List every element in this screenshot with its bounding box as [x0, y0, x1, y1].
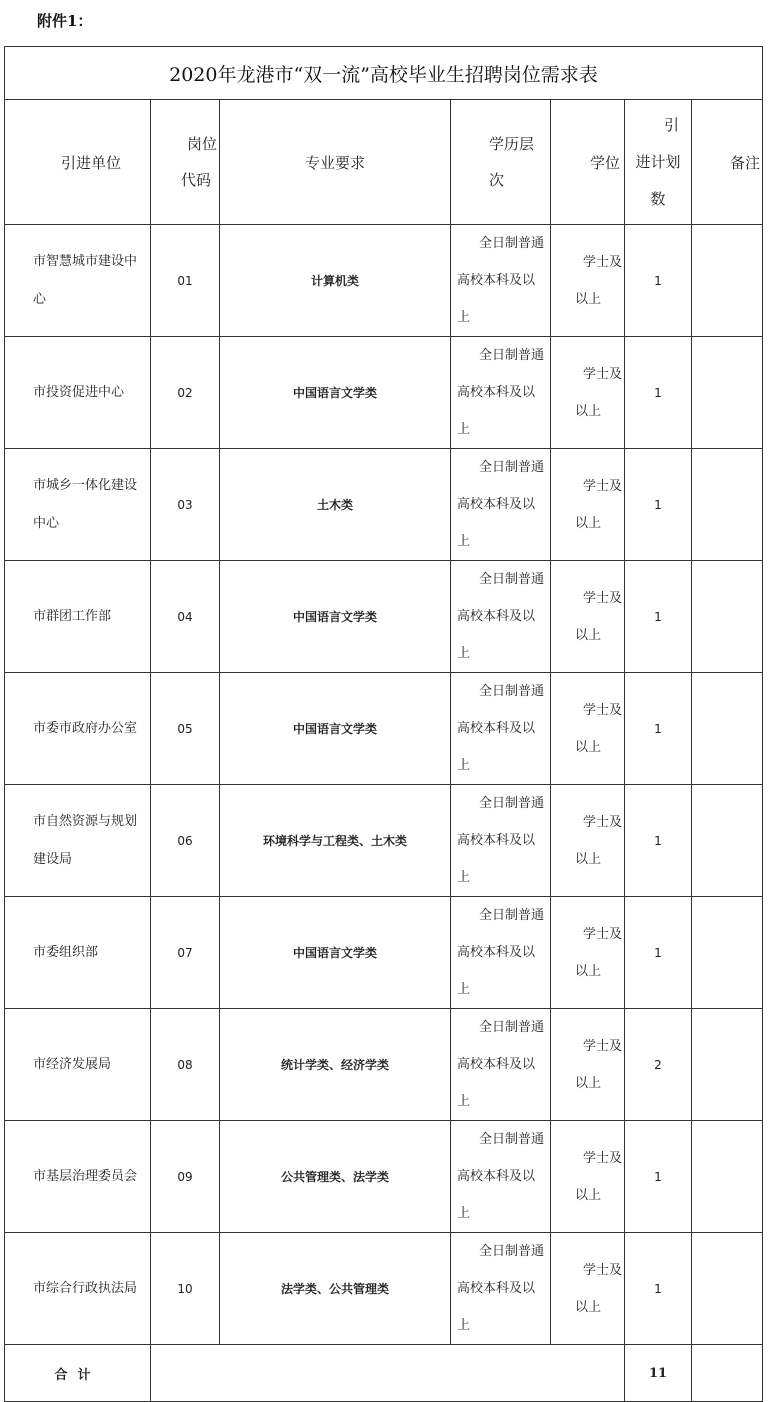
unit-line1: 市智慧城市建设中 [33, 253, 138, 269]
cell-degree [551, 785, 625, 897]
cell-major: 中国语言文学类 [220, 337, 451, 449]
edu-line2: 高校本科及以上 [457, 721, 536, 773]
unit-line1: 市委市政府办公室 [33, 720, 138, 736]
header-num-line1: 引 [663, 115, 679, 134]
cell-code: 06 [151, 785, 220, 897]
cell-note [692, 1009, 763, 1121]
cell-degree [551, 337, 625, 449]
table-row [5, 1121, 763, 1233]
total-blank [151, 1345, 625, 1402]
deg-line2: 以上 [575, 403, 602, 419]
header-code-line2: 代码 [181, 171, 212, 189]
cell-unit [5, 449, 151, 561]
cell-education [451, 785, 551, 897]
header-note: 备注 [692, 100, 763, 225]
cell-degree [551, 897, 625, 1009]
deg-line2: 以上 [575, 1187, 602, 1203]
unit-line2: 建设局 [33, 851, 73, 867]
unit-line2: 心 [33, 291, 47, 307]
deg-line1: 学士及 [582, 254, 622, 270]
header-edu-line1: 学历层 [489, 135, 535, 153]
cell-degree [551, 673, 625, 785]
cell-note [692, 337, 763, 449]
unit-line1: 市城乡一体化建设 [33, 477, 138, 493]
edu-line1: 全日制普通 [478, 572, 544, 587]
deg-line2: 以上 [575, 1075, 602, 1091]
deg-line1: 学士及 [582, 702, 622, 718]
total-count: 11 [625, 1345, 692, 1402]
deg-line2: 以上 [575, 627, 602, 643]
deg-line1: 学士及 [582, 926, 622, 942]
total-row [5, 1345, 763, 1402]
cell-code: 10 [151, 1233, 220, 1345]
edu-line2: 高校本科及以上 [457, 945, 536, 997]
cell-education [451, 561, 551, 673]
cell-education [451, 225, 551, 337]
cell-degree [551, 1121, 625, 1233]
edu-line1: 全日制普通 [478, 908, 544, 923]
cell-education [451, 673, 551, 785]
cell-code: 04 [151, 561, 220, 673]
table-row [5, 449, 763, 561]
header-plan-count [625, 100, 692, 225]
header-unit: 引进单位 [5, 100, 151, 225]
unit-line1: 市委组织部 [33, 944, 99, 960]
cell-note [692, 561, 763, 673]
cell-degree [551, 225, 625, 337]
deg-line1: 学士及 [582, 1150, 622, 1166]
edu-line2: 高校本科及以上 [457, 833, 536, 885]
table-row [5, 897, 763, 1009]
unit-line1: 市综合行政执法局 [33, 1280, 138, 1296]
table-row [5, 785, 763, 897]
edu-line2: 高校本科及以上 [457, 273, 536, 325]
unit-line1: 市基层治理委员会 [33, 1168, 138, 1184]
edu-line1: 全日制普通 [478, 1020, 544, 1035]
cell-note [692, 897, 763, 1009]
cell-code: 03 [151, 449, 220, 561]
deg-line2: 以上 [575, 515, 602, 531]
cell-unit [5, 673, 151, 785]
cell-plan-count: 1 [625, 897, 692, 1009]
header-degree: 学位 [551, 100, 625, 225]
cell-code: 08 [151, 1009, 220, 1121]
cell-unit [5, 785, 151, 897]
cell-note [692, 785, 763, 897]
cell-degree [551, 1009, 625, 1121]
deg-line2: 以上 [575, 963, 602, 979]
cell-unit [5, 561, 151, 673]
cell-plan-count: 1 [625, 561, 692, 673]
deg-line2: 以上 [575, 1299, 602, 1315]
cell-education [451, 897, 551, 1009]
cell-major: 中国语言文学类 [220, 561, 451, 673]
table-row [5, 1009, 763, 1121]
header-edu-line2: 次 [489, 171, 505, 189]
header-code [151, 100, 220, 225]
cell-plan-count: 1 [625, 337, 692, 449]
cell-code: 07 [151, 897, 220, 1009]
edu-line2: 高校本科及以上 [457, 1281, 536, 1333]
cell-note [692, 1233, 763, 1345]
recruitment-table [4, 46, 763, 1402]
edu-line2: 高校本科及以上 [457, 1057, 536, 1109]
edu-line1: 全日制普通 [478, 1132, 544, 1147]
cell-unit [5, 225, 151, 337]
header-education [451, 100, 551, 225]
header-major: 专业要求 [220, 100, 451, 225]
table-row [5, 673, 763, 785]
cell-code: 05 [151, 673, 220, 785]
cell-plan-count: 1 [625, 225, 692, 337]
cell-unit [5, 897, 151, 1009]
unit-line1: 市自然资源与规划 [33, 813, 138, 829]
edu-line1: 全日制普通 [478, 236, 544, 251]
cell-note [692, 225, 763, 337]
header-row [5, 100, 763, 225]
cell-unit [5, 1009, 151, 1121]
edu-line2: 高校本科及以上 [457, 609, 536, 661]
table-row [5, 1233, 763, 1345]
cell-unit [5, 337, 151, 449]
cell-note [692, 673, 763, 785]
cell-code: 09 [151, 1121, 220, 1233]
cell-code: 01 [151, 225, 220, 337]
deg-line1: 学士及 [582, 1038, 622, 1054]
cell-education [451, 449, 551, 561]
cell-education [451, 1233, 551, 1345]
deg-line1: 学士及 [582, 1262, 622, 1278]
table-row [5, 225, 763, 337]
cell-degree [551, 1233, 625, 1345]
cell-unit [5, 1233, 151, 1345]
deg-line2: 以上 [575, 291, 602, 307]
cell-unit [5, 1121, 151, 1233]
unit-line1: 市投资促进中心 [33, 384, 125, 400]
table-title: 2020年龙港市“双一流”高校毕业生招聘岗位需求表 [5, 47, 763, 100]
attachment-label: 附件1： [37, 12, 93, 30]
header-num-line3: 数 [650, 189, 666, 208]
unit-line1: 市经济发展局 [33, 1056, 112, 1072]
edu-line1: 全日制普通 [478, 1244, 544, 1259]
header-num-line2: 进计划 [635, 152, 681, 171]
deg-line2: 以上 [575, 851, 602, 867]
total-label: 合计 [5, 1345, 151, 1402]
cell-major: 公共管理类、法学类 [220, 1121, 451, 1233]
edu-line1: 全日制普通 [478, 348, 544, 363]
cell-plan-count: 1 [625, 1121, 692, 1233]
edu-line1: 全日制普通 [478, 796, 544, 811]
cell-plan-count: 1 [625, 1233, 692, 1345]
cell-major: 中国语言文学类 [220, 897, 451, 1009]
cell-plan-count: 2 [625, 1009, 692, 1121]
cell-major: 计算机类 [220, 225, 451, 337]
cell-degree [551, 449, 625, 561]
deg-line1: 学士及 [582, 590, 622, 606]
cell-plan-count: 1 [625, 785, 692, 897]
table-row [5, 561, 763, 673]
cell-note [692, 449, 763, 561]
edu-line2: 高校本科及以上 [457, 1169, 536, 1221]
total-note [692, 1345, 763, 1402]
deg-line1: 学士及 [582, 814, 622, 830]
deg-line1: 学士及 [582, 366, 622, 382]
cell-major: 法学类、公共管理类 [220, 1233, 451, 1345]
edu-line2: 高校本科及以上 [457, 497, 536, 549]
edu-line1: 全日制普通 [478, 460, 544, 475]
unit-line1: 市群团工作部 [33, 608, 112, 624]
edu-line1: 全日制普通 [478, 684, 544, 699]
header-code-line1: 岗位 [186, 135, 217, 153]
cell-education [451, 337, 551, 449]
edu-line2: 高校本科及以上 [457, 385, 536, 437]
cell-major: 中国语言文学类 [220, 673, 451, 785]
cell-plan-count: 1 [625, 673, 692, 785]
cell-plan-count: 1 [625, 449, 692, 561]
unit-line2: 中心 [33, 515, 60, 531]
deg-line2: 以上 [575, 739, 602, 755]
cell-code: 02 [151, 337, 220, 449]
deg-line1: 学士及 [582, 478, 622, 494]
cell-note [692, 1121, 763, 1233]
cell-major: 统计学类、经济学类 [220, 1009, 451, 1121]
cell-major: 土木类 [220, 449, 451, 561]
cell-education [451, 1121, 551, 1233]
table-row [5, 337, 763, 449]
cell-education [451, 1009, 551, 1121]
cell-major: 环境科学与工程类、土木类 [220, 785, 451, 897]
cell-degree [551, 561, 625, 673]
